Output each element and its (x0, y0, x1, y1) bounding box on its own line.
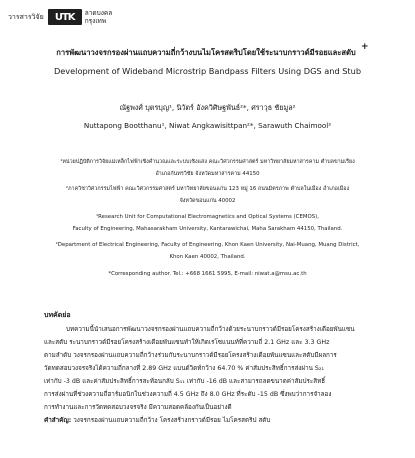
abstract-line: วัดทดสอบวงจรจริงได้ความถี่กลางที่ 2.89 GHz แบนด์วิดท์กว้าง 64.70 % ค่าสัมประสิทธิ์การส่งผ่าน S₂₁ (44, 365, 324, 372)
authors-thai: ณัฐพงศ์ บุตรบุญ¹, นิวัตร์ อังควิศิษฐพันธ์²*, ศราวุธ ชัยมูล² (119, 103, 296, 112)
logo-wordmark (85, 9, 113, 25)
university-logo-icon: UTK (48, 9, 82, 25)
abstract-line: การส่งผ่านที่ช่วงความถี่ฮาร์มอนิกในช่วงความถี่ 4.5 GHz ถึง 8.0 GHz ที่ระดับ -15 dB ซึ่งพบว่าการจำลอง (44, 391, 332, 398)
title-english: Development of Wideband Microstrip Bandpass Filters Using DGS and Stub (53, 66, 362, 76)
abstract-line: เท่ากับ -3 dB และค่าสัมประสิทธิ์การสะท้อนกลับ S₁₁ เท่ากับ -16 dB และสามารถลดขนาดค่าสัมประสิทธิ์ (44, 378, 326, 385)
title-thai: การพัฒนาวงจรกรองผ่านแถบความถี่กว้างบนไมโครสตริปโดยใช้ระนาบกราวด์มีรอยและสตับ (56, 48, 356, 57)
corresponding-author: *Corresponding author. Tel.: +668 1661 5995, E-mail: niwat.a@msu.ac.th (108, 271, 307, 277)
affiliation-th-1-line-1: ¹หน่วยปฏิบัติการวิจัยแม่เหล็กไฟฟ้าเชิงคำนวณและระบบเชิงแสง คณะวิศวกรรมศาสตร์ มหาวิทยาลัยมหาสารคาม ตำบลขามเรียง (60, 159, 355, 165)
journal-header (8, 6, 112, 28)
journal-label: วารสารวิจัย (8, 12, 44, 21)
affiliation-th-1-line-2: อำเภอกันทรวิชัย จังหวัดมหาสารคาม 44150 (155, 171, 260, 177)
abstract-heading: บทคัดย่อ (44, 311, 71, 319)
title-footnote-marker: + (361, 42, 369, 52)
abstract-line: และสตับ ระนาบกราวด์มีรอยโครงสร้างเดือยพันแซนทำให้เกิดเรโซแนนท์ที่ความถี่ 2.1 GHz และ 3.3 GHz (44, 339, 330, 346)
affiliation-en-1-line-2: Faculty of Engineering, Mahasarakham University, Kantarawichai, Maha Sarakham 44150, Thailand. (72, 226, 343, 232)
keywords-text: วงจรกรองผ่านแถบความถี่กว้าง โครงสร้างกราวด์มีรอย ไมโครสตริป สตับ (73, 417, 271, 424)
affiliation-th-2-line-1: ²ภาควิชาวิศวกรรมไฟฟ้า คณะวิศวกรรมศาสตร์ มหาวิทยาลัยขอนแก่น 123 หมู่ 16 ถนนมิตรภาพ ตำบลในเมือง อำเภอเมือง (65, 186, 350, 192)
affiliation-en-1-line-1: ¹Research Unit for Computational Electromagnetics and Optical Systems (CEMOS), (96, 214, 319, 220)
authors-english: Nuttapong Bootthanu¹, Niwat Angkawisittpan²*, Sarawuth Chaimool² (83, 121, 332, 130)
abstract-line: บทความนี้นำเสนอการพัฒนาวงจรกรองผ่านแถบความถี่กว้างด้วยระนาบกราวด์มีรอยโครงสร้างเดือยพันแซน (66, 326, 355, 333)
logo-line-1: ลาดบงคล (84, 9, 113, 17)
abstract-line: การทำงานและการวัดทดสอบวงจรจริง มีความสอดคล้องกันเป็นอย่างดี (44, 404, 232, 411)
logo-line-2: กรุงเทพ (84, 17, 107, 25)
abstract-line: ตามลำดับ วงจรกรองผ่านแถบความถี่กว้างร่วมกับระนาบกราวด์มีรอยโครงสร้างเดือยพันแซนและสตับมีผลการ (44, 352, 337, 359)
keywords-line (44, 415, 270, 425)
keywords-label: คำสำคัญ: (44, 417, 72, 424)
affiliation-en-2-line-1: ²Department of Electrical Engineering, Faculty of Engineering, Khon Kaen University, Nai-Muang, Muang District, (55, 242, 360, 248)
affiliation-th-2-line-2: จังหวัดขอนแก่น 40002 (179, 198, 236, 204)
affiliation-en-2-line-2: Khon Kaen 40002, Thailand. (169, 254, 246, 260)
